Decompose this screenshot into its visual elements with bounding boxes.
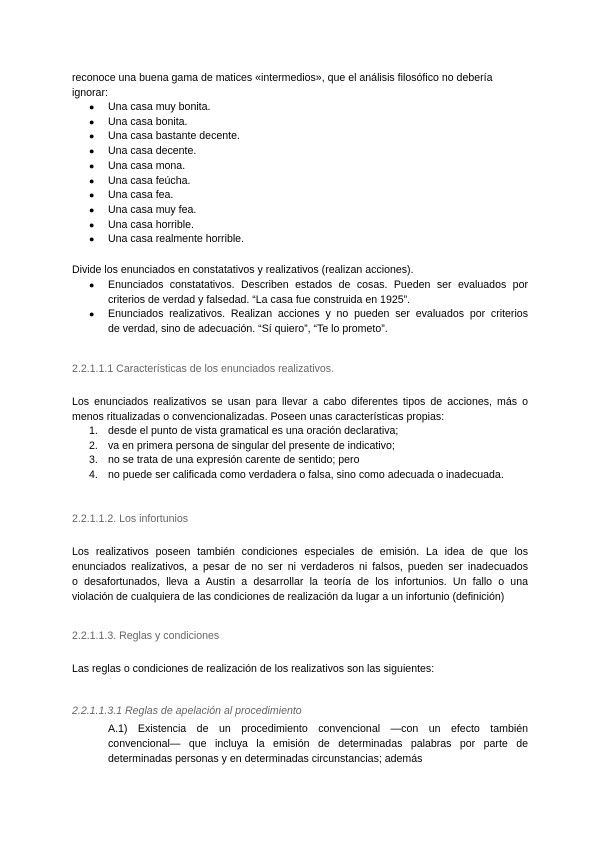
bullet-icon: ●	[89, 280, 95, 290]
divide-paragraph: Divide los enunciados en constatativos y realizativos (realizan acciones).	[72, 264, 414, 276]
list-item: 3. no se trata de una expresión carente de sentido; pero	[89, 454, 360, 467]
list-item: ● Enunciados constatativos. Describen estados de cosas. Pueden ser evaluados por criterios de verdad y falsedad. “La casa fue construida en 1925”.	[89, 279, 528, 306]
section-heading-apelacion: 2.2.1.1.3.1 Reglas de apelación al procedimiento	[72, 705, 302, 717]
intro-paragraph	[72, 71, 528, 101]
list-item: ● Una casa muy bonita.	[89, 101, 211, 113]
bullet-icon: ●	[89, 131, 95, 142]
list-item: ● Enunciados realizativos. Realizan acciones y no pueden ser evaluados por criterios de verdad, sino de adecuación. “Sí quiero”, “Te lo prometo”.	[89, 308, 528, 336]
bullet-icon: ●	[89, 102, 95, 112]
list-item: ● Una casa decente.	[89, 145, 197, 158]
list-item: ● Una casa mona.	[89, 159, 186, 172]
bullet-icon: ●	[89, 204, 95, 215]
houses-list	[72, 100, 528, 247]
bullet-icon: ●	[89, 309, 95, 320]
bullet-icon: ●	[89, 234, 95, 245]
bullet-icon: ●	[89, 219, 95, 230]
reglas-paragraph: Las reglas o condiciones de realización de los realizativos son las siguientes:	[72, 663, 435, 675]
list-item: ● Una casa bastante decente.	[89, 130, 240, 143]
list-item: ● Una casa bonita.	[89, 115, 188, 128]
list-item: ● Una casa realmente horrible.	[89, 233, 245, 246]
section-heading-characteristics: 2.2.1.1.1 Características de los enunciados realizativos.	[72, 363, 335, 375]
bullet-icon: ●	[89, 160, 95, 171]
section-heading-infortunios: 2.2.1.1.2. Los infortunios	[72, 513, 189, 525]
bullet-icon: ●	[89, 146, 95, 157]
list-item: ● Una casa muy fea.	[89, 203, 197, 216]
bullet-icon: ●	[89, 116, 95, 127]
statement-types-list	[72, 278, 528, 337]
intro-line-1: reconoce una buena gama de matices «intermedios», que el análisis filosófico no debería	[72, 72, 493, 84]
infortunios-paragraph: Los realizativos poseen también condiciones especiales de emisión. La idea de que los enunciados realizativos, a pesar de no ser ni verdaderos ni falsos, pueden ser inadecuados o desafortunados, lleva a Austin a desarrollar la teoría de los infortunios. Un fallo o una violación de cualquiera de las condiciones de realización da lugar a un infortunio (definición)	[72, 546, 528, 603]
list-item: ● Una casa fea.	[89, 189, 174, 202]
list-item: 4. no puede ser calificada como verdadera o falsa, sino como adecuada o inadecuada.	[89, 469, 504, 482]
list-item: ● Una casa horrible.	[89, 218, 194, 231]
list-item: 1. desde el punto de vista gramatical es una oración declarativa;	[89, 425, 399, 437]
list-item: ● Una casa feúcha.	[89, 174, 191, 187]
list-item: 2. va en primera persona de singular del presente de indicativo;	[89, 439, 395, 452]
characteristics-list	[72, 424, 528, 483]
intro-line-2: ignorar:	[72, 87, 108, 99]
bullet-icon: ●	[89, 190, 95, 201]
rule-a1-paragraph: A.1) Existencia de un procedimiento convencional —con un efecto también convencional— que incluya la emisión de determinadas palabras por parte de determinadas personas y en determinadas circunstancias; además	[108, 723, 528, 765]
characteristics-paragraph: Los enunciados realizativos se usan para llevar a cabo diferentes tipos de acciones, más o menos ritualizadas o convencionalizadas. Poseen unas características propias:	[72, 396, 528, 423]
bullet-icon: ●	[89, 175, 95, 186]
section-heading-reglas: 2.2.1.1.3. Reglas y condiciones	[72, 630, 220, 642]
